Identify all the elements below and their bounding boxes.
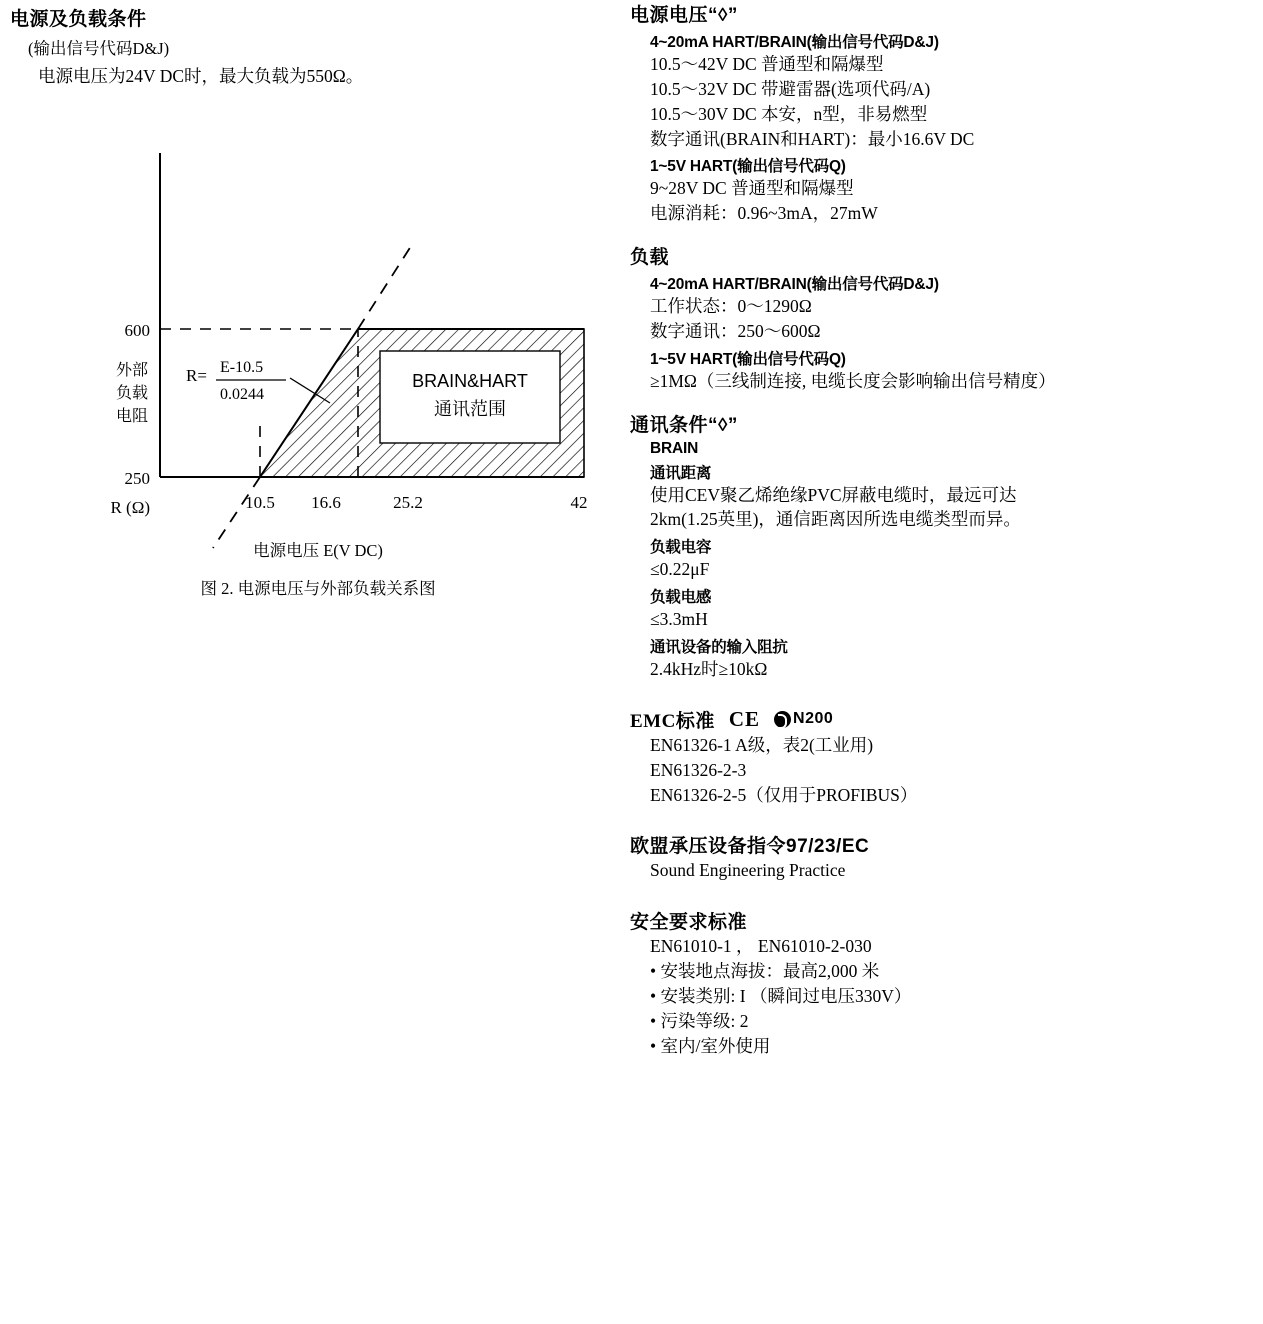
emc-line: EN61326-2-3 [650, 759, 747, 780]
supply-voltage-heading: 电源电压“◊” [630, 5, 738, 26]
section-pressure-equipment-directive [630, 831, 1255, 883]
ped-heading: 欧盟承压设备指令97/23/EC [630, 836, 870, 858]
svg-text:25.2: 25.2 [393, 493, 423, 513]
emc-heading: EMC标准 [630, 710, 715, 732]
load-capacitance-heading: 负载电容 [650, 539, 712, 557]
svg-text:42: 42 [570, 493, 588, 513]
svg-text:16.6: 16.6 [311, 493, 341, 513]
safety-line: • 安装地点海拔：最高2,000 米 [650, 961, 880, 982]
supply-group2-line: 电源消耗：0.96~3mA，27mW [650, 203, 878, 224]
svg-text:R (Ω): R (Ω) [110, 498, 150, 518]
load-inductance-heading: 负载电感 [650, 589, 712, 607]
supply-group1-line: 10.5～42V DC 普通型和隔爆型 [650, 54, 884, 74]
section-supply-voltage [630, 0, 1255, 226]
svg-text:负载: 负载 [115, 385, 148, 403]
safety-line: • 安装类别: I （瞬间过电压330V） [650, 985, 912, 1006]
left-column [10, 0, 620, 643]
communication-protocol: BRAIN [650, 439, 699, 457]
safety-heading: 安全要求标准 [630, 912, 748, 934]
c-tick-n200-mark-icon [774, 710, 833, 728]
svg-text:电阻: 电阻 [115, 408, 148, 426]
section-title-power-load: 电源及负载条件 [10, 9, 147, 30]
supply-group2-heading: 1~5V HART(输出信号代码Q) [650, 158, 846, 176]
load-group1-line: 数字通讯：250～600Ω [650, 320, 821, 341]
safety-line: • 室内/室外使用 [650, 1035, 771, 1056]
svg-text:E-10.5: E-10.5 [220, 359, 264, 377]
figure-power-supply-vs-load [28, 123, 608, 643]
c-tick-icon [774, 711, 791, 728]
figure-caption: 图 2. 电源电压与外部负载关系图 [200, 579, 436, 599]
section-emc [630, 706, 1255, 808]
input-impedance-heading: 通讯设备的输入阻抗 [650, 638, 788, 656]
safety-line: • 污染等级: 2 [650, 1010, 749, 1031]
supply-group2-line: 9~28V DC 普通型和隔爆型 [650, 178, 854, 199]
safety-line: EN61010-1 ， EN61010-2-030 [650, 936, 872, 957]
ped-line: Sound Engineering Practice [650, 860, 846, 881]
emc-line: EN61326-1 A级，表2(工业用) [650, 734, 874, 755]
svg-text:BRAIN&HART: BRAIN&HART [412, 371, 528, 392]
svg-text:R=: R= [186, 366, 207, 386]
ce-mark-icon: CE [728, 706, 761, 731]
emc-line: EN61326-2-5（仅用于PROFIBUS） [650, 784, 918, 805]
input-impedance-value: 2.4kHz时≥10kΩ [650, 658, 768, 679]
supply-group1-line: 10.5～30V DC 本安，n型，非易燃型 [650, 103, 928, 124]
n200-label: N200 [793, 710, 834, 728]
supply-group1-line: 数字通讯(BRAIN和HART)：最小16.6V DC [650, 128, 975, 149]
section-communication [630, 410, 1255, 682]
supply-group1-line: 10.5～32V DC 带避雷器(选项代码/A) [650, 78, 931, 99]
supply-group1-heading: 4~20mA HART/BRAIN(输出信号代码D&J) [650, 34, 939, 51]
load-heading: 负载 [630, 247, 670, 269]
communication-distance-heading: 通讯距离 [650, 464, 712, 482]
load-capacitance-value: ≤0.22μF [650, 559, 710, 580]
load-group1-heading: 4~20mA HART/BRAIN(输出信号代码D&J) [650, 276, 939, 294]
communication-distance-line: 使用CEV聚乙烯绝缘PVC屏蔽电缆时，最远可达 [650, 484, 1017, 505]
load-inductance-value: ≤3.3mH [650, 609, 708, 630]
communication-heading: 通讯条件“◊” [630, 414, 738, 436]
right-column [630, 0, 1255, 1060]
svg-text:0.0244: 0.0244 [220, 386, 264, 404]
figure-graph [28, 123, 608, 583]
figure-x-axis-label: 电源电压 E(V DC) [253, 541, 383, 561]
svg-text:600: 600 [124, 321, 150, 341]
load-group2-heading: 1~5V HART(输出信号代码Q) [650, 350, 846, 368]
svg-text:10.5: 10.5 [245, 493, 275, 513]
output-signal-code-note: (输出信号代码D&J) [28, 39, 170, 58]
svg-text:外部: 外部 [115, 362, 148, 380]
communication-distance-line: 2km(1.25英里)，通信距离因所选电缆类型而异。 [650, 509, 1021, 530]
emc-heading-row [630, 706, 1255, 733]
max-load-note: 电源电压为24V DC时，最大负载为550Ω。 [38, 66, 364, 87]
load-group2-line: ≥1MΩ（三线制连接, 电缆长度会影响输出信号精度） [650, 370, 1056, 391]
svg-text:250: 250 [124, 469, 150, 489]
section-load [630, 242, 1255, 394]
section-safety-requirements [630, 907, 1255, 1058]
load-group1-line: 工作状态：0～1290Ω [650, 296, 812, 317]
svg-text:通讯范围: 通讯范围 [434, 399, 506, 420]
